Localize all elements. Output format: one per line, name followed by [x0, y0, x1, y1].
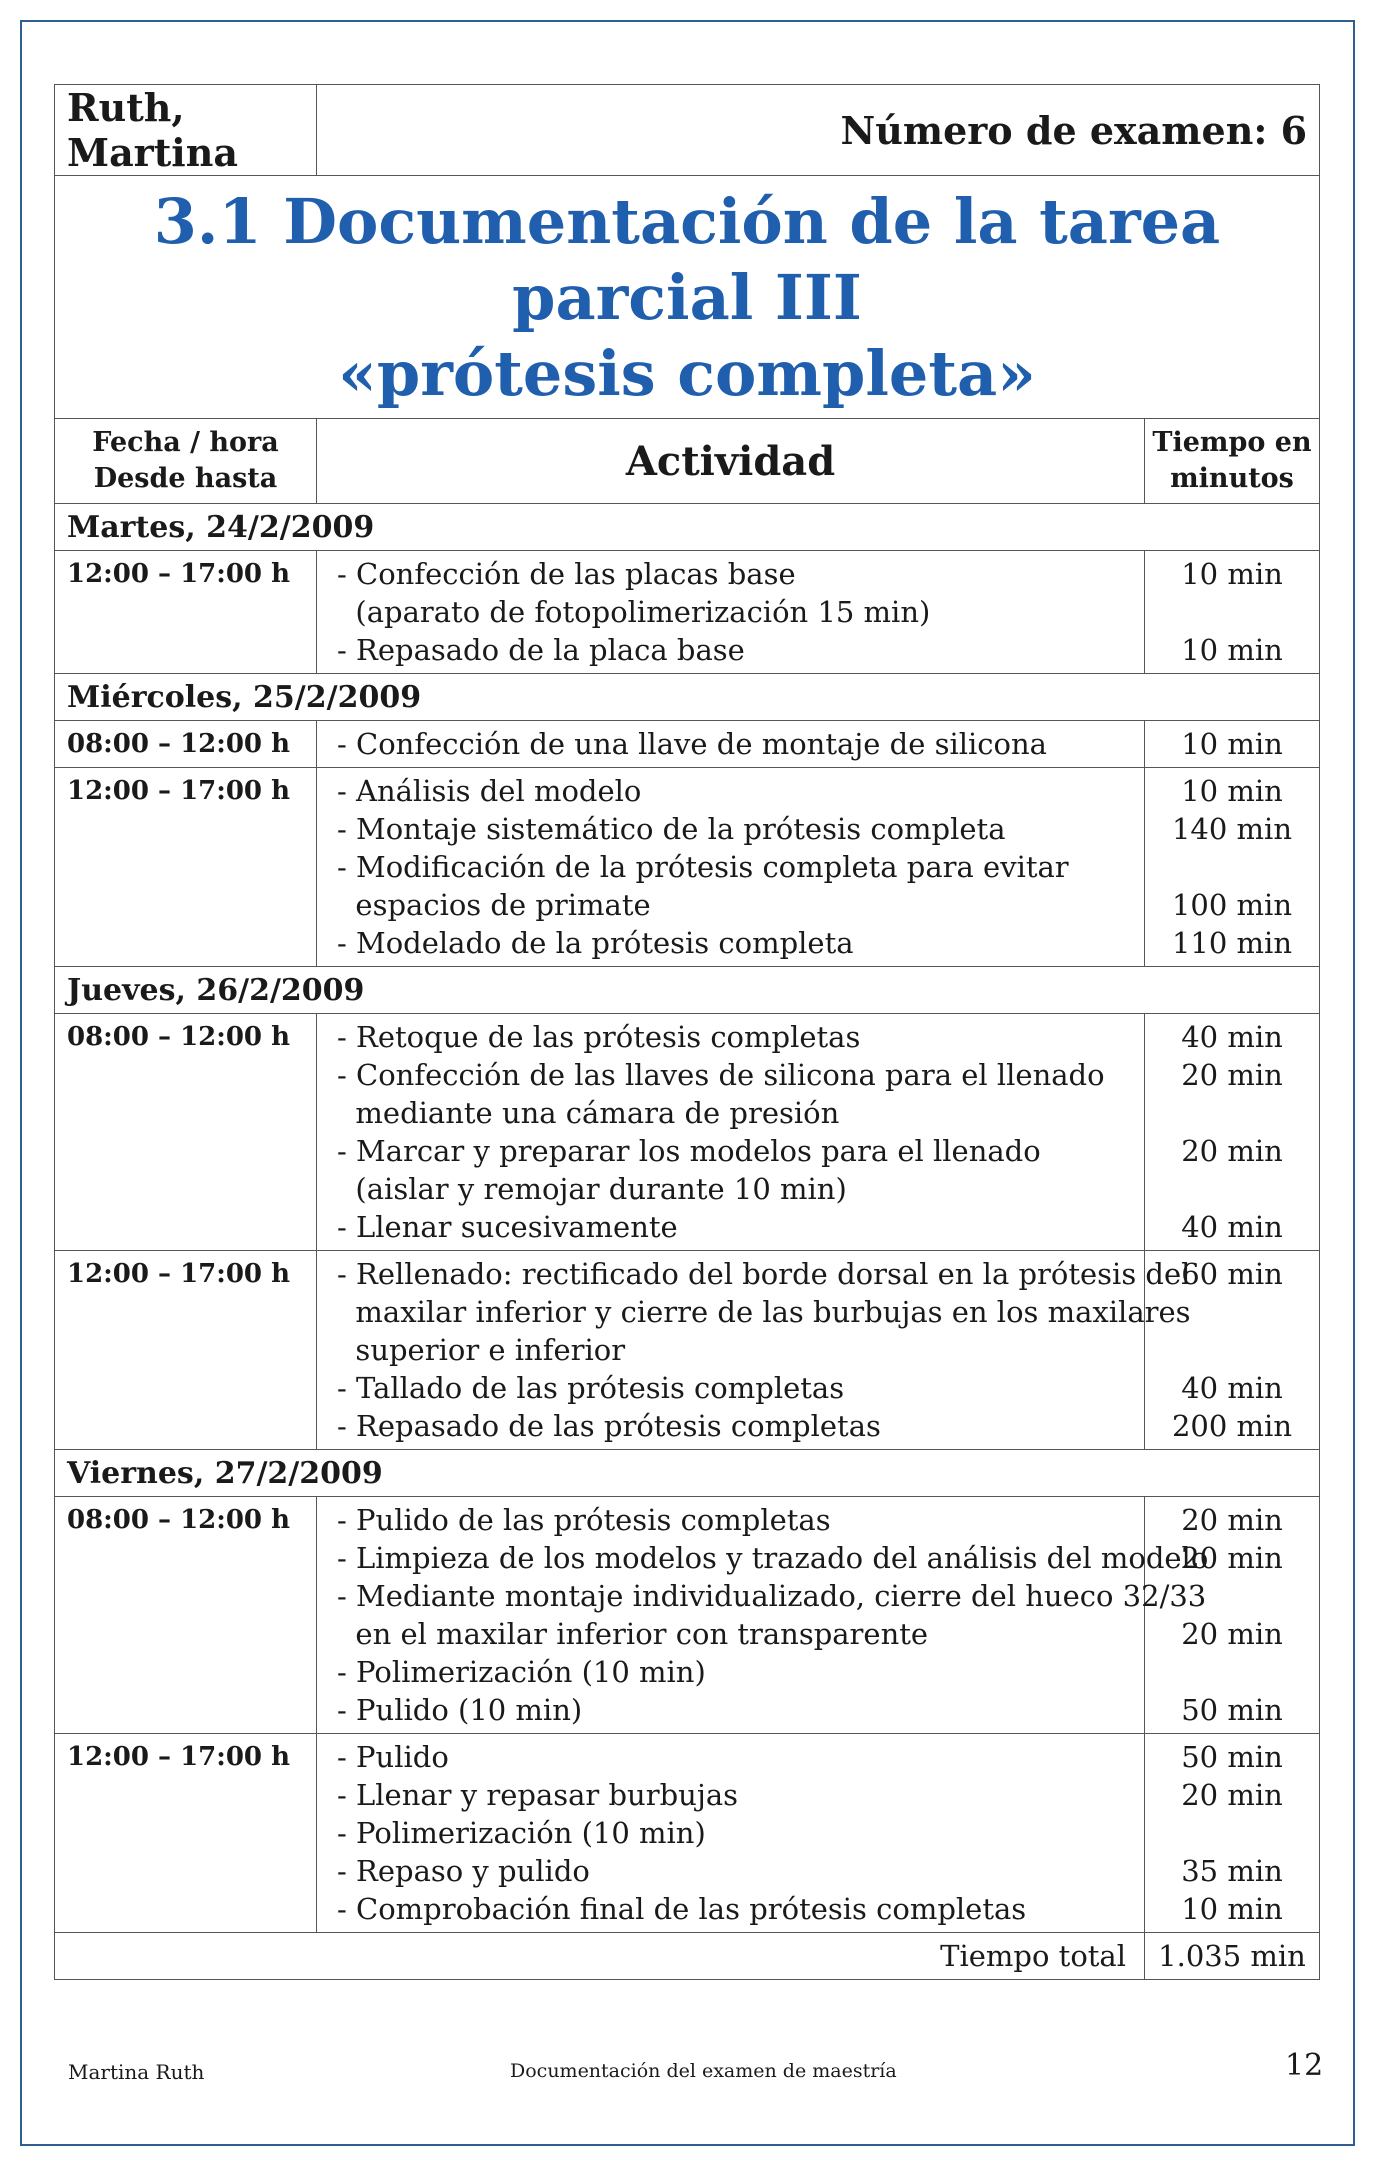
activity-line: - Limpieza de los modelos y trazado del análisis del modelo: [337, 1541, 1209, 1575]
activity-minutes: 10 min: [1181, 1892, 1283, 1926]
activity-line: (aparato de fotopolimerización 15 min): [337, 595, 931, 629]
activity-line: maxilar inferior y cierre de las burbujas en los maxilares: [337, 1295, 1191, 1329]
activity-line: en el maxilar inferior con transparente: [337, 1617, 929, 1651]
title-line-1: 3.1 Documentación de la tarea parcial III: [153, 185, 1221, 334]
time-slot-row: [55, 721, 1320, 768]
activity-minutes: 10 min: [1181, 774, 1283, 808]
day-row: [55, 674, 1320, 721]
column-header-row: [55, 419, 1320, 504]
activity-minutes: [1145, 848, 1319, 886]
activity-line: - Repasado de la placa base: [337, 633, 745, 667]
activity-line: - Confección de las placas base: [337, 557, 796, 591]
activity-cell: [317, 1014, 1145, 1251]
activity-minutes: 20 min: [1181, 1058, 1283, 1092]
day-row: [55, 504, 1320, 551]
activity-cell: [317, 1497, 1209, 1734]
day-row: [55, 967, 1320, 1014]
time-slot-row: [55, 768, 1320, 967]
activity-line: - Rellenado: rectificado del borde dorsal en la prótesis del: [337, 1257, 1191, 1291]
activity-minutes: 50 min: [1181, 1693, 1283, 1727]
time-slot-row: [55, 1251, 1320, 1450]
title-line-2: «prótesis completa»: [338, 337, 1036, 410]
activity-line: - Análisis del modelo: [337, 774, 642, 808]
activity-cell: [317, 768, 1145, 967]
activity-minutes: 10 min: [1181, 557, 1283, 591]
footer-title: Documentación del examen de maestría: [510, 2060, 897, 2082]
activity-line: - Pulido de las prótesis completas: [337, 1503, 831, 1537]
activity-cell: [317, 1734, 1145, 1933]
activity-minutes: 110 min: [1171, 926, 1293, 960]
activity-line: mediante una cámara de presión: [337, 1096, 840, 1130]
total-value: 1.035 min: [1145, 1933, 1320, 1980]
time-slot-row: [55, 551, 1320, 674]
activity-line: - Confección de las llaves de silicona para el llenado: [337, 1058, 1105, 1092]
activity-line: - Repaso y pulido: [337, 1854, 590, 1888]
activity-minutes: [1145, 1331, 1319, 1369]
total-label: Tiempo total: [55, 1933, 1145, 1980]
activity-minutes: [1145, 1814, 1319, 1852]
header-row: [55, 85, 1320, 176]
activity-minutes: 10 min: [1181, 727, 1283, 761]
minutes-cell: [1145, 1014, 1320, 1251]
minutes-cell: [1145, 1497, 1320, 1734]
activity-minutes: 20 min: [1181, 1541, 1283, 1575]
time-range: 08:00 – 12:00 h: [55, 1014, 317, 1251]
time-slot-row: [55, 1734, 1320, 1933]
day-label: Miércoles, 25/2/2009: [55, 674, 1320, 721]
activity-line: - Montaje sistemático de la prótesis completa: [337, 812, 1006, 846]
title-row: [55, 176, 1320, 419]
activity-minutes: [1145, 1653, 1319, 1691]
activity-line: - Mediante montaje individualizado, cierre del hueco 32/33: [337, 1579, 1207, 1613]
activity-minutes: 20 min: [1181, 1134, 1283, 1168]
day-label: Jueves, 26/2/2009: [55, 967, 1320, 1014]
activity-line: - Confección de una llave de montaje de silicona: [337, 727, 1047, 761]
activity-minutes: 100 min: [1171, 888, 1293, 922]
activity-minutes: 40 min: [1181, 1371, 1283, 1405]
time-range: 12:00 – 17:00 h: [55, 1734, 317, 1933]
minutes-cell: [1145, 1734, 1320, 1933]
activity-minutes: [1145, 1094, 1319, 1132]
activity-minutes: 20 min: [1181, 1617, 1283, 1651]
exam-number: Número de examen: 6: [317, 85, 1320, 176]
activity-minutes: 35 min: [1181, 1854, 1283, 1888]
date-column-header: [55, 419, 317, 504]
activity-line: - Polimerización (10 min): [337, 1655, 706, 1689]
minutes-cell: [1145, 768, 1320, 967]
activity-line: - Comprobación final de las prótesis completas: [337, 1892, 1027, 1926]
time-slot-row: [55, 1497, 1320, 1734]
total-row: [55, 1933, 1320, 1980]
time-range: 12:00 – 17:00 h: [55, 551, 317, 674]
activity-line: - Polimerización (10 min): [337, 1816, 706, 1850]
activity-minutes: [1145, 1170, 1319, 1208]
activity-minutes: 10 min: [1181, 633, 1283, 667]
date-header-line-1: Fecha / hora: [92, 427, 279, 458]
activity-minutes: 50 min: [1181, 1740, 1283, 1774]
activity-line: espacios de primate: [337, 888, 651, 922]
activity-line: - Llenar sucesivamente: [337, 1210, 678, 1244]
minutes-cell: [1145, 551, 1320, 674]
activity-line: - Modelado de la prótesis completa: [337, 926, 854, 960]
activity-line: - Pulido (10 min): [337, 1693, 583, 1727]
activity-cell: [317, 551, 1145, 674]
activity-minutes: 20 min: [1181, 1778, 1283, 1812]
activity-minutes: 40 min: [1181, 1210, 1283, 1244]
date-header-line-2: Desde hasta: [93, 463, 278, 494]
time-range: 08:00 – 12:00 h: [55, 1497, 317, 1734]
footer-author: Martina Ruth: [68, 2060, 205, 2084]
activity-minutes: 60 min: [1181, 1257, 1283, 1291]
page-number: 12: [1285, 2048, 1324, 2083]
activity-line: superior e inferior: [337, 1333, 626, 1367]
time-range: 12:00 – 17:00 h: [55, 768, 317, 967]
activity-minutes: 20 min: [1181, 1503, 1283, 1537]
time-header-line-1: Tiempo en: [1152, 427, 1312, 458]
time-range: 08:00 – 12:00 h: [55, 721, 317, 768]
activity-line: - Retoque de las prótesis completas: [337, 1020, 861, 1054]
documentation-table: [54, 84, 1320, 1980]
day-row: [55, 1450, 1320, 1497]
document-title: [55, 176, 1320, 419]
activity-line: (aislar y remojar durante 10 min): [337, 1172, 847, 1206]
time-slot-row: [55, 1014, 1320, 1251]
activity-line: - Pulido: [337, 1740, 449, 1774]
activity-minutes: [1145, 593, 1319, 631]
activity-line: - Marcar y preparar los modelos para el llenado: [337, 1134, 1041, 1168]
activity-cell: [317, 721, 1145, 768]
activity-minutes: 140 min: [1171, 812, 1293, 846]
activity-column-header: Actividad: [317, 419, 1145, 504]
activity-line: - Repasado de las prótesis completas: [337, 1409, 881, 1443]
day-label: Martes, 24/2/2009: [55, 504, 1320, 551]
day-label: Viernes, 27/2/2009: [55, 1450, 1320, 1497]
time-header-line-2: minutos: [1170, 463, 1294, 494]
activity-line: - Llenar y repasar burbujas: [337, 1778, 739, 1812]
student-name: Ruth, Martina: [55, 85, 317, 176]
activity-line: - Modificación de la prótesis completa para evitar: [337, 850, 1069, 884]
minutes-cell: [1145, 721, 1320, 768]
activity-minutes: 40 min: [1181, 1020, 1283, 1054]
activity-line: - Tallado de las prótesis completas: [337, 1371, 845, 1405]
activity-minutes: 200 min: [1171, 1409, 1293, 1443]
time-range: 12:00 – 17:00 h: [55, 1251, 317, 1450]
activity-cell: [317, 1251, 1191, 1450]
time-column-header: [1145, 419, 1320, 504]
